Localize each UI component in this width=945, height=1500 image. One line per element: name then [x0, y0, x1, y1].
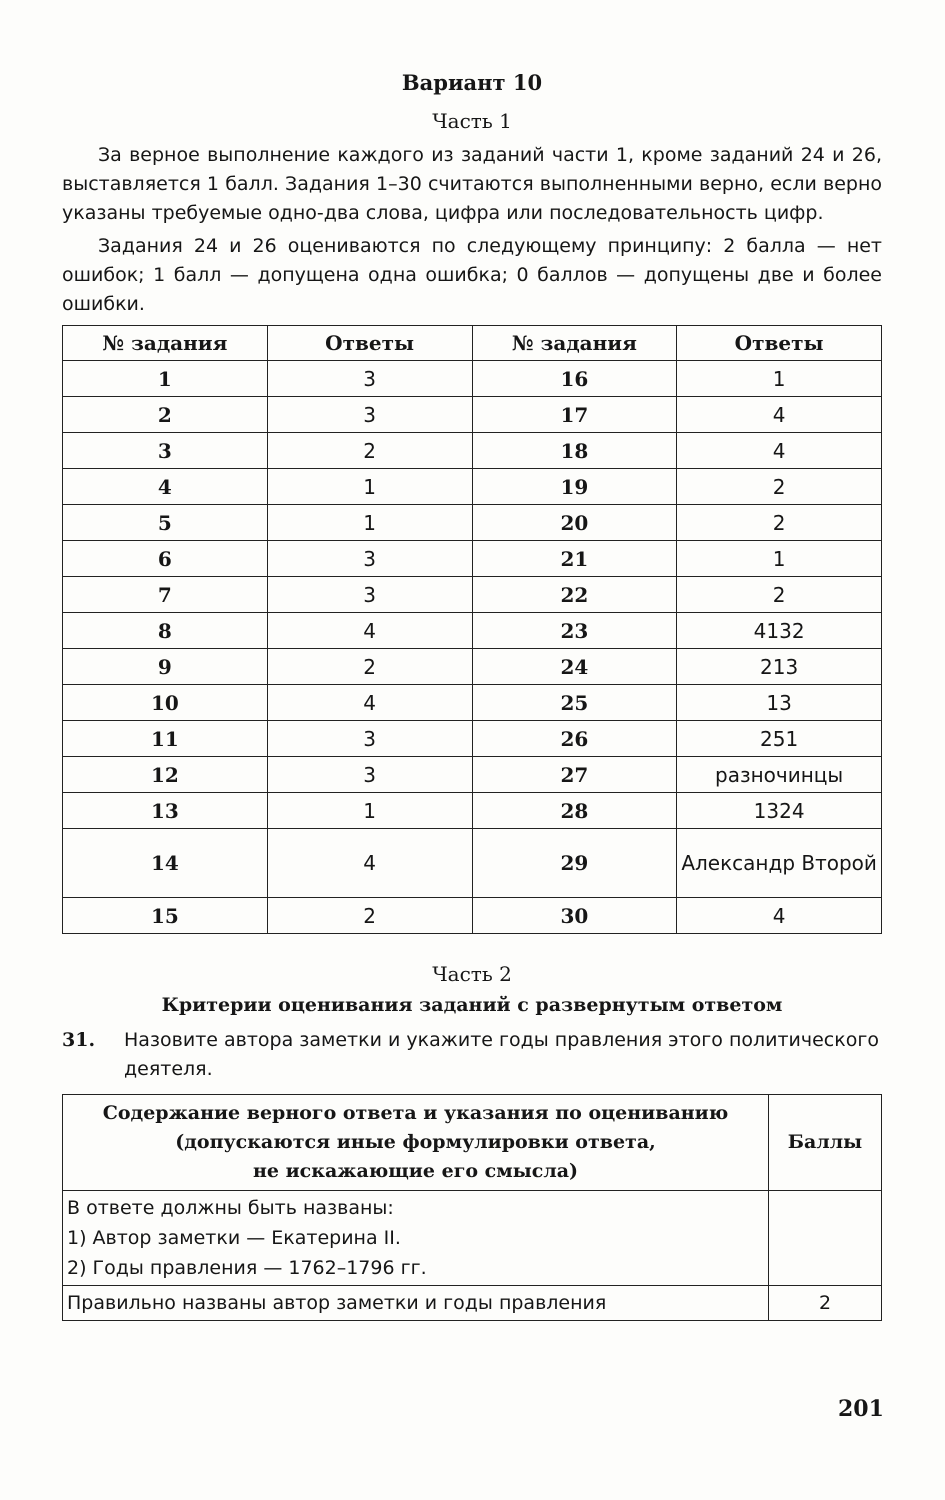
answer-cell: 1 [267, 793, 472, 829]
task-number-cell: 2 [63, 397, 268, 433]
answers-table [62, 325, 882, 934]
table-row [63, 577, 882, 613]
criterion-text: Правильно названы автор заметки и годы правления [63, 1286, 769, 1321]
task-number-cell: 11 [63, 721, 268, 757]
task-number-cell: 22 [472, 577, 677, 613]
answer-cell: 2 [267, 433, 472, 469]
answer-cell: 2 [677, 577, 882, 613]
task-number-cell: 17 [472, 397, 677, 433]
task-number-cell: 15 [63, 898, 268, 934]
criteria-answer-row [63, 1191, 882, 1286]
criteria-header-line: (допускаются иные формулировки ответа, [175, 1131, 656, 1153]
answer-cell: 4 [677, 898, 882, 934]
task-number-cell: 27 [472, 757, 677, 793]
task-number-cell: 6 [63, 541, 268, 577]
part2-heading: Часть 2 [432, 962, 512, 986]
answer-cell: 4 [267, 613, 472, 649]
criteria-header-line: не искажающие его смысла) [252, 1160, 579, 1182]
answer-cell: Александр Второй [677, 829, 882, 898]
task-31 [62, 1026, 882, 1084]
task-number-cell: 9 [63, 649, 268, 685]
part1-heading: Часть 1 [432, 109, 512, 133]
answer-cell: 1 [267, 469, 472, 505]
task-number-cell: 30 [472, 898, 677, 934]
task-number-cell: 16 [472, 361, 677, 397]
header-answer-2: Ответы [677, 326, 882, 361]
table-row [63, 505, 882, 541]
task-number-cell: 12 [63, 757, 268, 793]
header-task-number-2: № задания [472, 326, 677, 361]
criteria-score-row [63, 1286, 882, 1321]
task-number-cell: 25 [472, 685, 677, 721]
task-number-cell: 28 [472, 793, 677, 829]
answer-cell: 213 [677, 649, 882, 685]
answer-cell: 4132 [677, 613, 882, 649]
answer-cell: 3 [267, 577, 472, 613]
task-number-cell: 23 [472, 613, 677, 649]
table-row [63, 685, 882, 721]
table-row [63, 649, 882, 685]
table-row [63, 361, 882, 397]
task-number: 31. [62, 1029, 96, 1051]
answer-line: 2) Годы правления — 1762–1796 гг. [67, 1257, 427, 1279]
answers-table-header [63, 326, 882, 361]
task-number-cell: 19 [472, 469, 677, 505]
criteria-answer-score-empty [769, 1191, 882, 1286]
criteria-header-line: Содержание верного ответа и указания по оцениванию [102, 1102, 729, 1124]
table-row [63, 613, 882, 649]
answer-cell: 4 [677, 433, 882, 469]
table-row [63, 469, 882, 505]
task-number-cell: 14 [63, 829, 268, 898]
page [62, 70, 882, 1321]
criteria-answer-content [63, 1191, 769, 1286]
task-number-cell: 24 [472, 649, 677, 685]
table-row [63, 757, 882, 793]
task-number-cell: 5 [63, 505, 268, 541]
variant-title: Вариант 10 [401, 70, 543, 95]
task-number-cell: 8 [63, 613, 268, 649]
answer-cell: 3 [267, 361, 472, 397]
answer-cell: 1324 [677, 793, 882, 829]
answer-line: 1) Автор заметки — Екатерина II. [67, 1227, 401, 1249]
criterion-score: 2 [769, 1286, 882, 1321]
answer-cell: 4 [677, 397, 882, 433]
answer-cell: 4 [267, 829, 472, 898]
task-number-cell: 20 [472, 505, 677, 541]
task-number-cell: 29 [472, 829, 677, 898]
answer-cell: 1 [267, 505, 472, 541]
answer-cell: 2 [267, 649, 472, 685]
answer-cell: 13 [677, 685, 882, 721]
answer-cell: 1 [677, 361, 882, 397]
page-number: 201 [838, 1396, 884, 1422]
answer-cell: 251 [677, 721, 882, 757]
criteria-header-score: Баллы [769, 1095, 882, 1191]
part1-paragraph-2: Задания 24 и 26 оцениваются по следующему принципу: 2 балла — нет ошибок; 1 балл — допущена одна ошибка; 0 баллов — допущены две и более ошибки. [62, 235, 882, 315]
task-number-cell: 7 [63, 577, 268, 613]
table-row [63, 433, 882, 469]
header-task-number-1: № задания [63, 326, 268, 361]
task-number-cell: 1 [63, 361, 268, 397]
table-row [63, 898, 882, 934]
table-row [63, 397, 882, 433]
answer-cell: 3 [267, 757, 472, 793]
answer-cell: разночинцы [677, 757, 882, 793]
answer-cell: 4 [267, 685, 472, 721]
task-number-cell: 3 [63, 433, 268, 469]
answer-line: В ответе должны быть названы: [67, 1197, 394, 1219]
table-row [63, 541, 882, 577]
answer-cell: 2 [677, 469, 882, 505]
task-number-cell: 4 [63, 469, 268, 505]
criteria-heading: Критерии оценивания заданий с развернутым ответом [161, 994, 783, 1016]
answer-cell: 2 [267, 898, 472, 934]
table-row [63, 829, 882, 898]
criteria-header-content [63, 1095, 769, 1191]
task-number-cell: 21 [472, 541, 677, 577]
answers-table-body [63, 361, 882, 934]
answer-cell: 1 [677, 541, 882, 577]
part1-paragraph-1: За верное выполнение каждого из заданий части 1, кроме заданий 24 и 26, выставляется 1 балл. Задания 1–30 считаются выполненными верно, если верно указаны требуемые одно-два слова, цифра или последовательность цифр. [62, 144, 882, 224]
task-number-cell: 13 [63, 793, 268, 829]
answer-cell: 3 [267, 541, 472, 577]
task-number-cell: 10 [63, 685, 268, 721]
table-row [63, 793, 882, 829]
task-number-cell: 18 [472, 433, 677, 469]
answer-cell: 3 [267, 721, 472, 757]
header-answer-1: Ответы [267, 326, 472, 361]
answer-cell: 3 [267, 397, 472, 433]
task-number-cell: 26 [472, 721, 677, 757]
table-row [63, 721, 882, 757]
task-text: Назовите автора заметки и укажите годы правления этого политического деятеля. [124, 1029, 879, 1080]
criteria-header-row [63, 1095, 882, 1191]
criteria-table [62, 1094, 882, 1321]
answer-cell: 2 [677, 505, 882, 541]
